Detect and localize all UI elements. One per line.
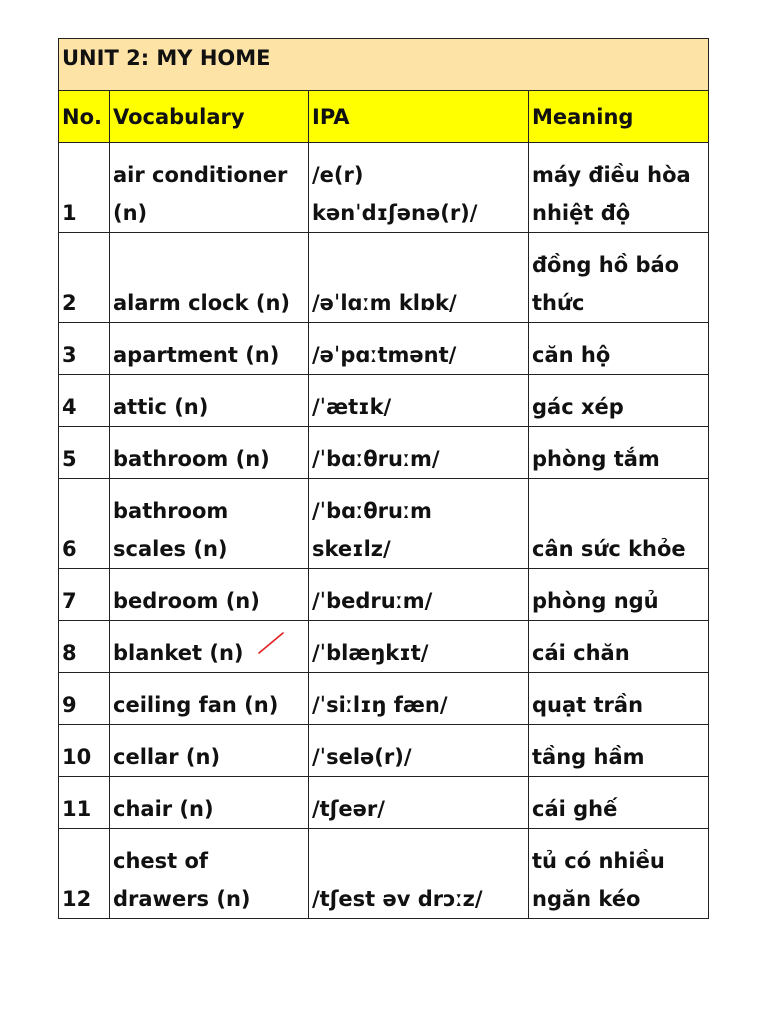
cell-meaning: phòng ngủ: [529, 569, 709, 621]
cell-meaning: phòng tắm: [529, 427, 709, 479]
cell-meaning: căn hộ: [529, 323, 709, 375]
cell-meaning: quạt trần: [529, 673, 709, 725]
cell-ipa: /ˈbɑːθruːm/: [309, 427, 529, 479]
cell-no: 12: [59, 829, 110, 919]
cell-meaning: tầng hầm: [529, 725, 709, 777]
cell-no: 9: [59, 673, 110, 725]
cell-vocabulary: attic (n): [110, 375, 309, 427]
cell-no: 3: [59, 323, 110, 375]
cell-ipa: /tʃeər/: [309, 777, 529, 829]
table-row: [59, 569, 709, 621]
cell-vocabulary: air conditioner (n): [110, 143, 309, 233]
red-pen-stroke: [259, 633, 283, 653]
header-no: No.: [59, 91, 110, 143]
cell-no: 8: [59, 621, 110, 673]
cell-ipa: /əˈpɑːtmənt/: [309, 323, 529, 375]
cell-ipa: /ˈselə(r)/: [309, 725, 529, 777]
cell-no: 6: [59, 479, 110, 569]
table-row: [59, 479, 709, 569]
cell-meaning: cái chăn: [529, 621, 709, 673]
cell-ipa: /əˈlɑːm klɒk/: [309, 233, 529, 323]
table-row: [59, 375, 709, 427]
cell-vocabulary: blanket (n): [110, 621, 309, 673]
cell-meaning: máy điều hòa nhiệt độ: [529, 143, 709, 233]
cell-ipa: /ˈsiːlɪŋ fæn/: [309, 673, 529, 725]
header-ipa: IPA: [309, 91, 529, 143]
table-row: [59, 777, 709, 829]
cell-no: 11: [59, 777, 110, 829]
header-row: [59, 91, 709, 143]
table-row: [59, 323, 709, 375]
cell-vocabulary: bathroom scales (n): [110, 479, 309, 569]
table-row: [59, 143, 709, 233]
cell-vocabulary: chair (n): [110, 777, 309, 829]
table-row: [59, 829, 709, 919]
cell-vocabulary: alarm clock (n): [110, 233, 309, 323]
cell-ipa: /ˈætɪk/: [309, 375, 529, 427]
header-vocabulary: Vocabulary: [110, 91, 309, 143]
cell-vocabulary: cellar (n): [110, 725, 309, 777]
vocabulary-table: [58, 38, 709, 919]
cell-ipa: /tʃest əv drɔːz/: [309, 829, 529, 919]
cell-ipa: /ˈbedruːm/: [309, 569, 529, 621]
cell-vocabulary: bathroom (n): [110, 427, 309, 479]
cell-meaning: đồng hồ báo thức: [529, 233, 709, 323]
cell-meaning: cân sức khỏe: [529, 479, 709, 569]
cell-vocabulary: ceiling fan (n): [110, 673, 309, 725]
cell-vocabulary: bedroom (n): [110, 569, 309, 621]
cell-no: 10: [59, 725, 110, 777]
cell-ipa: /ˈbɑːθruːm skeɪlz/: [309, 479, 529, 569]
cell-no: 1: [59, 143, 110, 233]
table-row: [59, 725, 709, 777]
unit-title: UNIT 2: MY HOME: [59, 39, 709, 91]
cell-meaning: gác xép: [529, 375, 709, 427]
cell-no: 5: [59, 427, 110, 479]
cell-no: 2: [59, 233, 110, 323]
table-row: [59, 233, 709, 323]
cell-no: 7: [59, 569, 110, 621]
cell-ipa: /ˈblæŋkɪt/: [309, 621, 529, 673]
cell-ipa: /e(r) kənˈdɪʃənə(r)/: [309, 143, 529, 233]
cell-vocabulary: apartment (n): [110, 323, 309, 375]
cell-meaning: tủ có nhiều ngăn kéo: [529, 829, 709, 919]
cell-no: 4: [59, 375, 110, 427]
header-meaning: Meaning: [529, 91, 709, 143]
table-row: [59, 427, 709, 479]
cell-meaning: cái ghế: [529, 777, 709, 829]
title-row: [59, 39, 709, 91]
cell-vocabulary: chest of drawers (n): [110, 829, 309, 919]
table-row: [59, 621, 709, 673]
red-pen-mark: [256, 630, 286, 656]
table-row: [59, 673, 709, 725]
